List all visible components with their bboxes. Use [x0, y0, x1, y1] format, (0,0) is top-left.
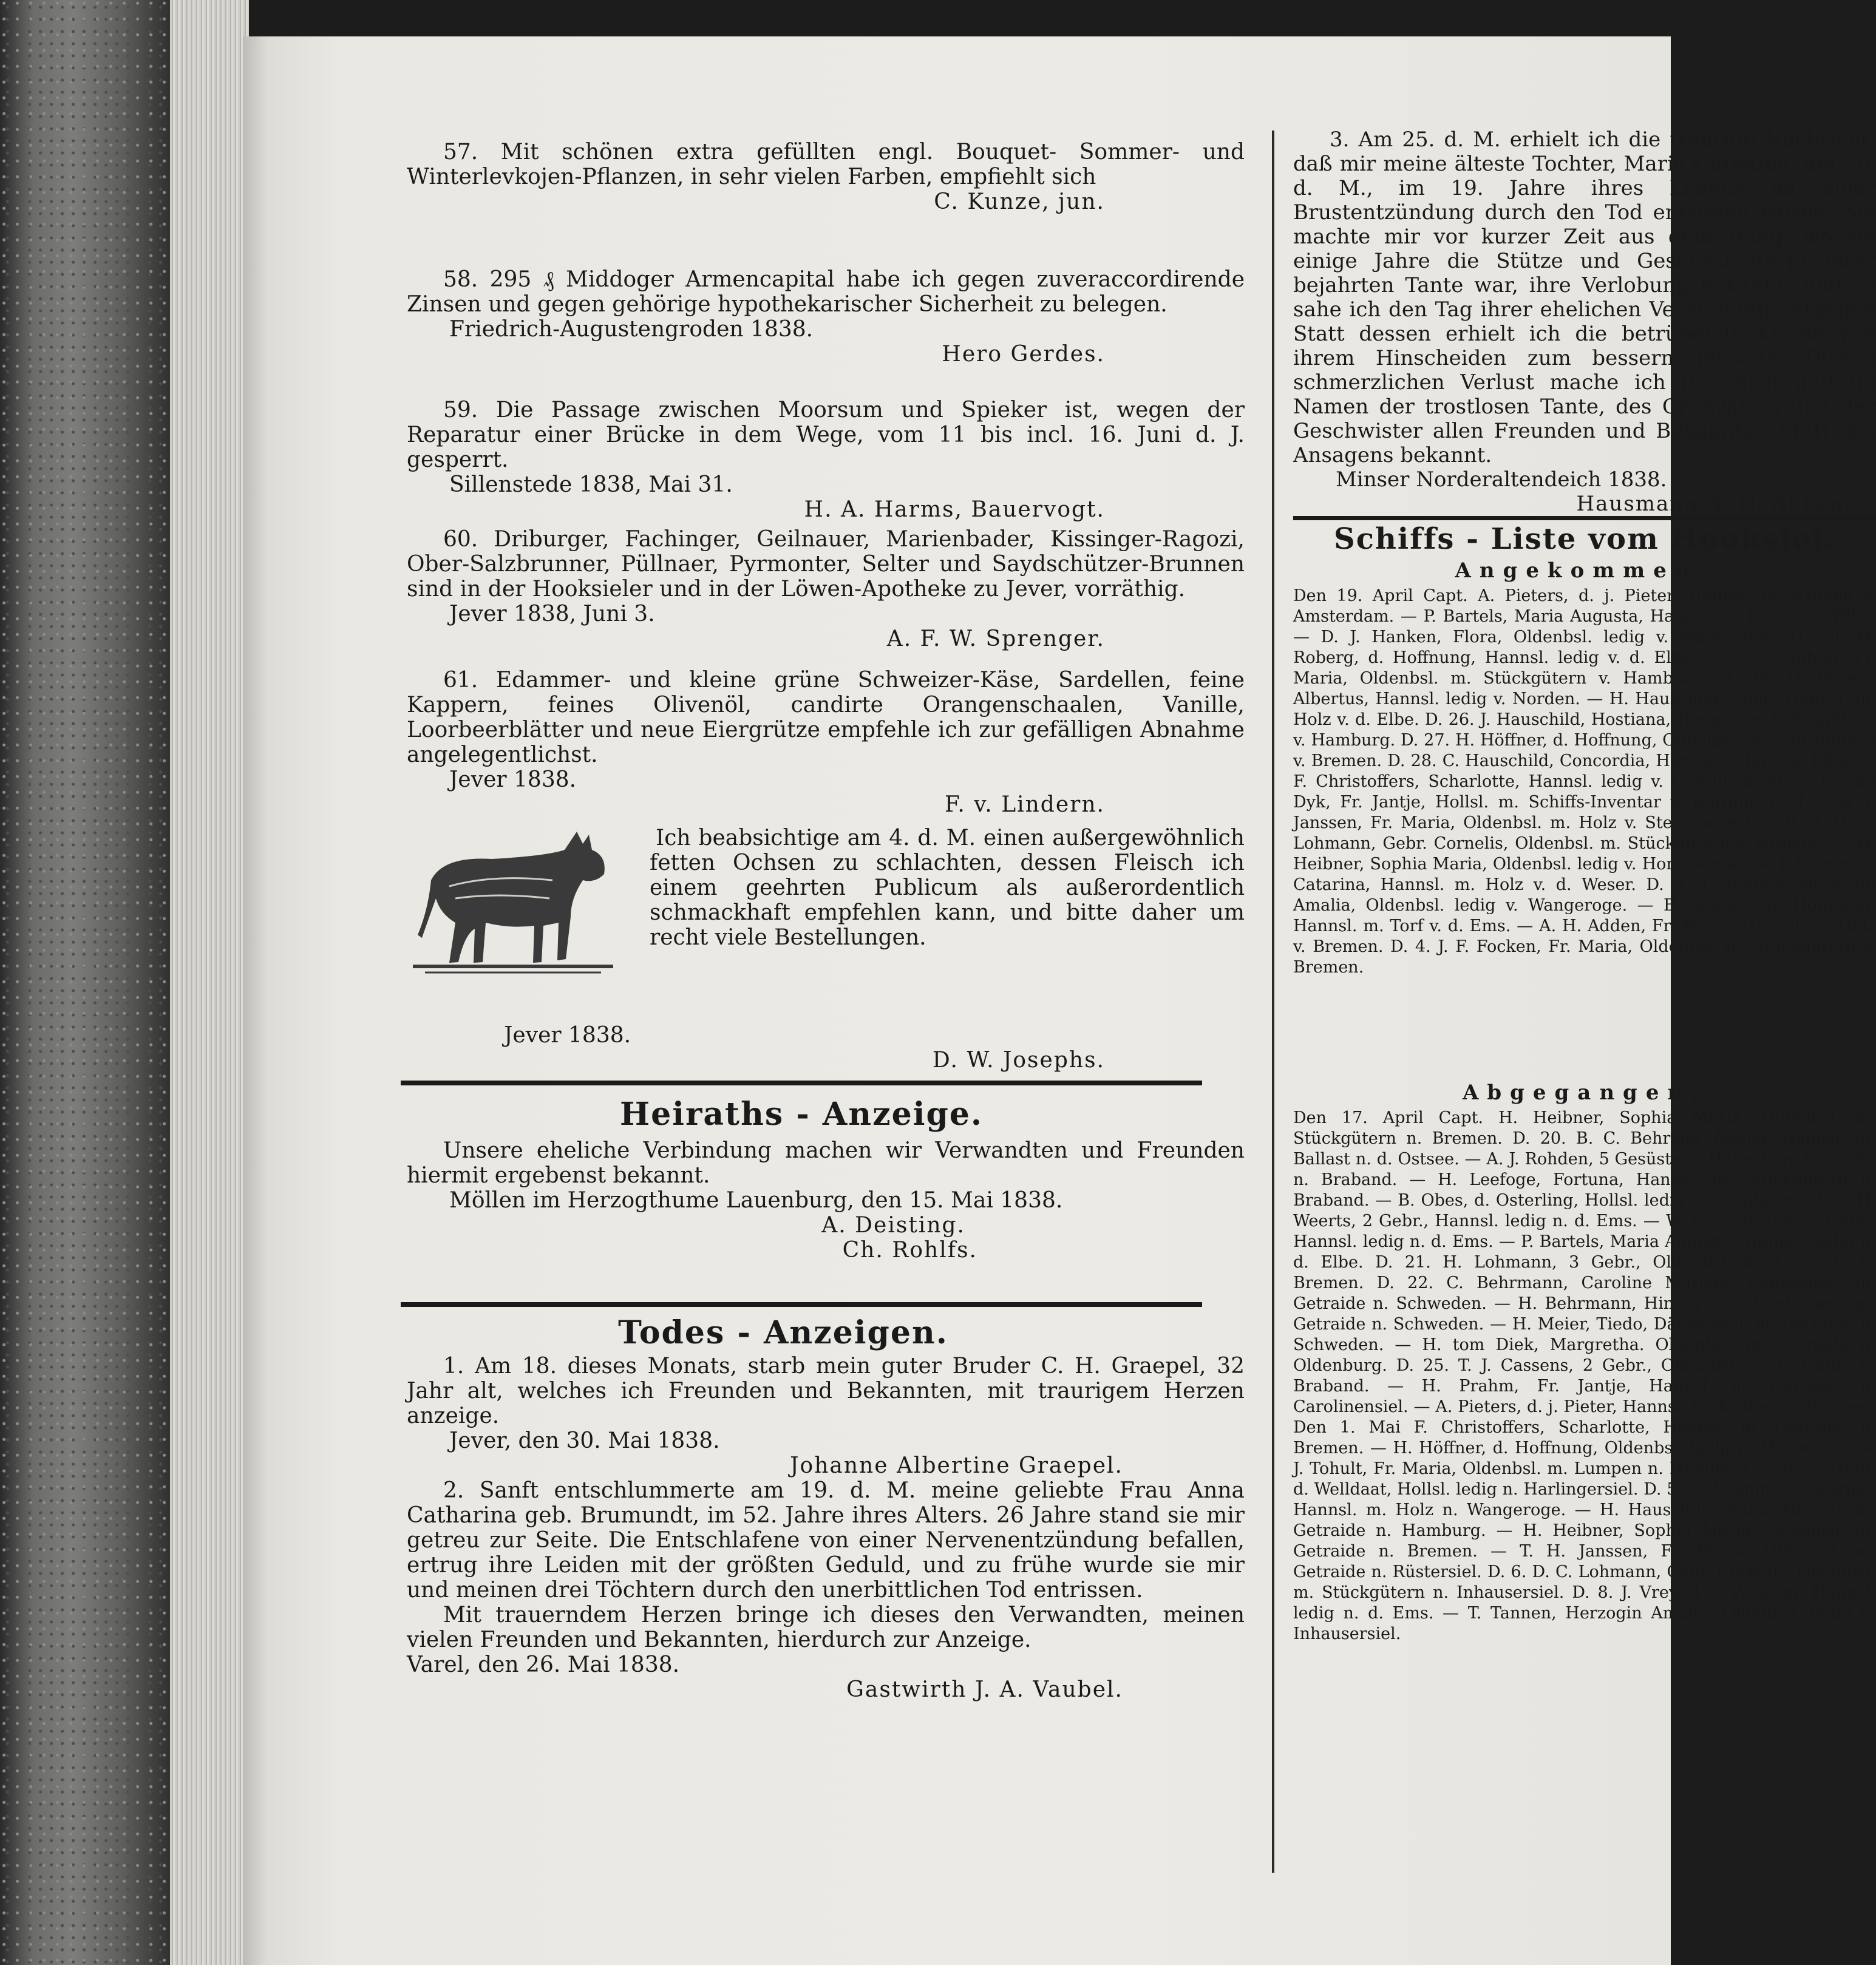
ad-signature: F. v. Lindern.	[944, 792, 1105, 817]
section-rule	[1293, 516, 1876, 520]
ad-signature: C. Kunze, jun.	[934, 189, 1105, 214]
ad-text: 2. Sanft entschlummerte am 19. d. M. meine geliebte Frau Anna Catharina geb. Brumundt, im 52. Jahre ihres Alters. 26 Jahre stand sie mir getreu zur Seite. Die Entschlafene von einer Nervenentzündung befallen, ertrug ihre Leiden mit der größten Geduld, und zu frühe wurde sie mir und meinen drei Töchtern durch den unerbittlichen Tod entrissen.	[407, 1478, 1245, 1603]
column-divider	[1272, 131, 1274, 1873]
ad-signature: H. A. Harms, Bauervogt.	[804, 497, 1105, 522]
ad-text: Ich beabsichtige am 4. d. M. einen außergewöhnlich fetten Ochsen zu schlachten, dessen Fleisch ich einem geehrten Publicum als außerordentlich schmackhaft empfehlen kann, und bitte daher um recht viele Bestellungen.	[650, 826, 1245, 950]
ad-60	[407, 527, 1245, 651]
section-rule	[401, 1302, 1202, 1307]
ad-place: Jever 1838, Juni 3.	[449, 602, 655, 626]
ad-58	[407, 267, 1245, 367]
ad-place: Möllen im Herzogthume Lauenburg, den 15. Mai 1838.	[449, 1188, 1063, 1213]
arrived-list: Den 19. April Capt. A. Pieters, d. j. Pieter, Hannsl. m. Kruken v. Amsterdam. — P. Bartels, Maria Augusta, Hannsl. m. Holz v. d. Elbe. — D. J. Hanken, Flora, Oldenbsl. ledig v. Wangeroge. D. 20. H. Roberg, d. Hoffnung, Hannsl. ledig v. d. Elbe. D. 22. J. Tohult, Fr. Maria, Oldenbsl. m. Stückgütern v. Hamburg. D. 24. D. Pauels, Albertus, Hannsl. ledig v. Norden. — H. Hauschild, Anna, Hannsl. m. Holz v. d. Elbe. D. 26. J. Hauschild, Hostiana, Hannsl. m. Stückgütern v. Hamburg. D. 27. H. Höffner, d. Hoffnung, Oldenbsl. m. Stückgütern v. Bremen. D. 28. C. Hauschild, Concordia, Hannsl. ledig v. d. Elbe. — F. Christoffers, Scharlotte, Hannsl. ledig v. Carolinensiel. — C. van Dyk, Fr. Jantje, Hollsl. m. Schiffs-Inventar v. Rottum. D. 1. Mai T. Janssen, Fr. Maria, Oldenbsl. m. Holz v. Steinhauserfiel. D. 2. D. C. Lohmann, Gebr. Cornelis, Oldenbsl. m. Stückgütern v. Bremen. — H. Heibner, Sophia Maria, Oldenbsl. ledig v. Horumersiel. — J. Mammes, Catarina, Hannsl. m. Holz v. d. Weser. D. 3. T. Tannen, Herzogin Amalia, Oldenbsl. ledig v. Wangeroge. — B. Schoon, d. Hoffnung, Hannsl. m. Torf v. d. Ems. — A. H. Adden, Fr. Maria, Hannsl. m. Holz v. Bremen. D. 4. J. F. Focken, Fr. Maria, Oldenbsl. m. Stückgütern v. Bremen.	[1293, 586, 1876, 977]
marriage-heading: Heiraths - Anzeige.	[619, 1096, 983, 1133]
ad-place: Jever, den 30. Mai 1838.	[449, 1428, 720, 1453]
ox-ad-footer	[407, 1023, 1245, 1073]
ad-signature: Ch. Rohlfs.	[842, 1238, 977, 1263]
ad-59	[407, 398, 1245, 522]
ad-signature: Johanne Albertine Graepel.	[790, 1453, 1123, 1478]
departed-heading: Abgegangen.	[1462, 1081, 1707, 1105]
ad-text: 58. 295 ₰ Middoger Armencapital habe ich gegen zuveraccordirende Zinsen und gegen gehörige hypothekarischer Sicherheit zu belegen.	[407, 267, 1245, 317]
arrived-heading: Angekommen.	[1455, 558, 1715, 583]
ad-57	[407, 140, 1245, 214]
ad-signature: Hero Gerdes.	[942, 342, 1105, 367]
departed-list: Den 17. April Capt. H. Heibner, Sophia Maria, Oldenbsl. m. Stückgütern n. Bremen. D. 20. B. C. Behrens, Miena, Hannsl. m. Ballast n. d. Ostsee. — A. J. Rohden, 5 Gesüsters, Hannsl. m. Getraide n. Braband. — H. Leefoge, Fortuna, Hannsl. m. Stückgütern n. Braband. — B. Obes, d. Osterling, Hollsl. ledig n. Carolinensiel. — H. Weerts, 2 Gebr., Hannsl. ledig n. d. Ems. — W. Crützmacher, 2 Gebr., Hannsl. ledig n. d. Ems. — P. Bartels, Maria Augusta, Hannsl. ledig n. d. Elbe. D. 21. H. Lohmann, 3 Gebr., Oldenbsl. m. Getraide n. Bremen. D. 22. C. Behrmann, Caroline Matilde, Dänischesl. m. Getraide n. Schweden. — H. Behrmann, Hinneriette, Dänischesl. m. Getraide n. Schweden. — H. Meier, Tiedo, Dänischesl. m. Getraide n. Schweden. — H. tom Diek, Margretha. Oldenbsl. m. Getraide n. Oldenburg. D. 25. T. J. Cassens, 2 Gebr., Oldenbsl. m. Getraide n. Braband. — H. Prahm, Fr. Jantje, Hannsl. m. Getraide n. Carolinensiel. — A. Pieters, d. j. Pieter, Hannsl. m. Kruken n. Bremen. Den 1. Mai F. Christoffers, Scharlotte, Hannsl. m. Getraide n. Bremen. — H. Höffner, d. Hoffnung, Oldenbsl. ledig n. Mariensiel. — J. Tohult, Fr. Maria, Oldenbsl. m. Lumpen n. Hamburg. — B. Ponstyn, d. Welldaat, Hollsl. ledig n. Harlingersiel. D. 5. H. Mammes, Catarine, Hannsl. m. Holz n. Wangeroge. — H. Hauschild, Anna, Hannsl. m. Getraide n. Hamburg. — H. Heibner, Sophia Maria, Oldenbsl. m. Getraide n. Bremen. — T. H. Janssen, Fr. Maria, Oldenbsl. m. Getraide n. Rüstersiel. D. 6. D. C. Lohmann, Gebr. Cornelis, Oldenbsl. m. Stückgütern n. Inhausersiel. D. 8. J. Vrey, d. j. Wilhelm, Hannsl. ledig n. d. Ems. — T. Tannen, Herzogin Amalia, Oldenbsl. ledig n. Inhausersiel.	[1293, 1108, 1876, 1643]
ship-list-heading: Schiffs - Liste vom Hooksiel.	[1334, 522, 1835, 556]
ad-signature: Hausmann A. N. Abken.	[1576, 492, 1852, 516]
newspaper-page	[243, 36, 1876, 1965]
page-stack	[170, 0, 249, 1965]
ox-woodcut-illustration	[407, 807, 631, 983]
ad-text: 57. Mit schönen extra gefüllten engl. Bouquet- Sommer- und Winterlevkojen-Pflanzen, in sehr vielen Farben, empfiehlt sich	[407, 140, 1245, 189]
ad-text: Unsere eheliche Verbindung machen wir Verwandten und Freunden hiermit ergebenst bekannt.	[407, 1138, 1245, 1188]
ad-place: Friedrich-Augustengroden 1838.	[449, 317, 814, 342]
ad-signature: D. W. Josephs.	[932, 1048, 1105, 1073]
death-notice-3	[1293, 127, 1876, 516]
ad-text-2: Mit trauerndem Herzen bringe ich dieses den Verwandten, meinen vielen Freunden und Bekannten, hierdurch zur Anzeige.	[407, 1603, 1245, 1652]
death-notice-1	[407, 1354, 1245, 1478]
death-notice-2	[407, 1478, 1245, 1702]
ad-place: Minser Norderaltendeich 1838.	[1336, 467, 1667, 492]
section-rule	[401, 1081, 1202, 1085]
deaths-heading: Todes - Anzeigen.	[618, 1314, 948, 1351]
ad-text: 3. Am 25. d. M. erhielt ich die traurige Nachricht, daß mir meine älteste Tochter, Maria Christina, am 20. d. M., im 19. Jahre ihres Lebens an einer Brustentzündung durch den Tod entrissen wurde. Sie machte mir vor kurzer Zeit aus dem Haag, wo sie einige Jahre die Stütze und Gesellschafterin ihrer bejahrten Tante war, ihre Verlobung bekannt, und so sahe ich den Tag ihrer ehelichen Verbindung entgegen Statt dessen erhielt ich die betrübende Kunde von ihrem Hinscheiden zum bessern Jenseits. Diesen schmerzlichen Verlust mache ich für mich und im Namen der trostlosen Tante, des Großvaters und der Geschwister allen Freunden und Bekannten Statt des Ansagens bekannt.	[1293, 127, 1876, 467]
ad-place: Jever 1838.	[504, 1023, 631, 1048]
ad-place: Sillenstede 1838, Mai 31.	[449, 472, 733, 497]
ad-text: 1. Am 18. dieses Monats, starb mein guter Bruder C. H. Graepel, 32 Jahr alt, welches ich Freunden und Bekannten, mit traurigem Herzen anzeige.	[407, 1354, 1245, 1428]
ad-place: Varel, den 26. Mai 1838.	[407, 1652, 680, 1677]
ox-ad	[650, 826, 1245, 950]
ad-61	[407, 668, 1245, 817]
ad-signature: Gastwirth J. A. Vaubel.	[846, 1677, 1123, 1702]
marriage-notice	[407, 1138, 1245, 1263]
ad-text: 60. Driburger, Fachinger, Geilnauer, Marienbader, Kissinger-Ragozi, Ober-Salzbrunner, Püllnaer, Pyrmonter, Selter und Saydschützer-Brunnen sind in der Hooksieler und in der Löwen-Apotheke zu Jever, vorräthig.	[407, 527, 1245, 602]
ad-text: 61. Edammer- und kleine grüne Schweizer-Käse, Sardellen, feine Kappern, feines Olivenöl, candirte Orangenschaalen, Vanille, Loorbeerblätter und neue Eiergrütze empfehle ich zur gefälligen Abnahme angelegentlichst.	[407, 668, 1245, 767]
ad-text: 59. Die Passage zwischen Moorsum und Spieker ist, wegen der Reparatur einer Brücke in dem Wege, vom 11 bis incl. 16. Juni d. J. gesperrt.	[407, 398, 1245, 472]
ad-signature: A. F. W. Sprenger.	[886, 626, 1105, 651]
ad-place: Jever 1838.	[449, 767, 577, 792]
ad-signature: A. Deisting.	[821, 1213, 965, 1238]
